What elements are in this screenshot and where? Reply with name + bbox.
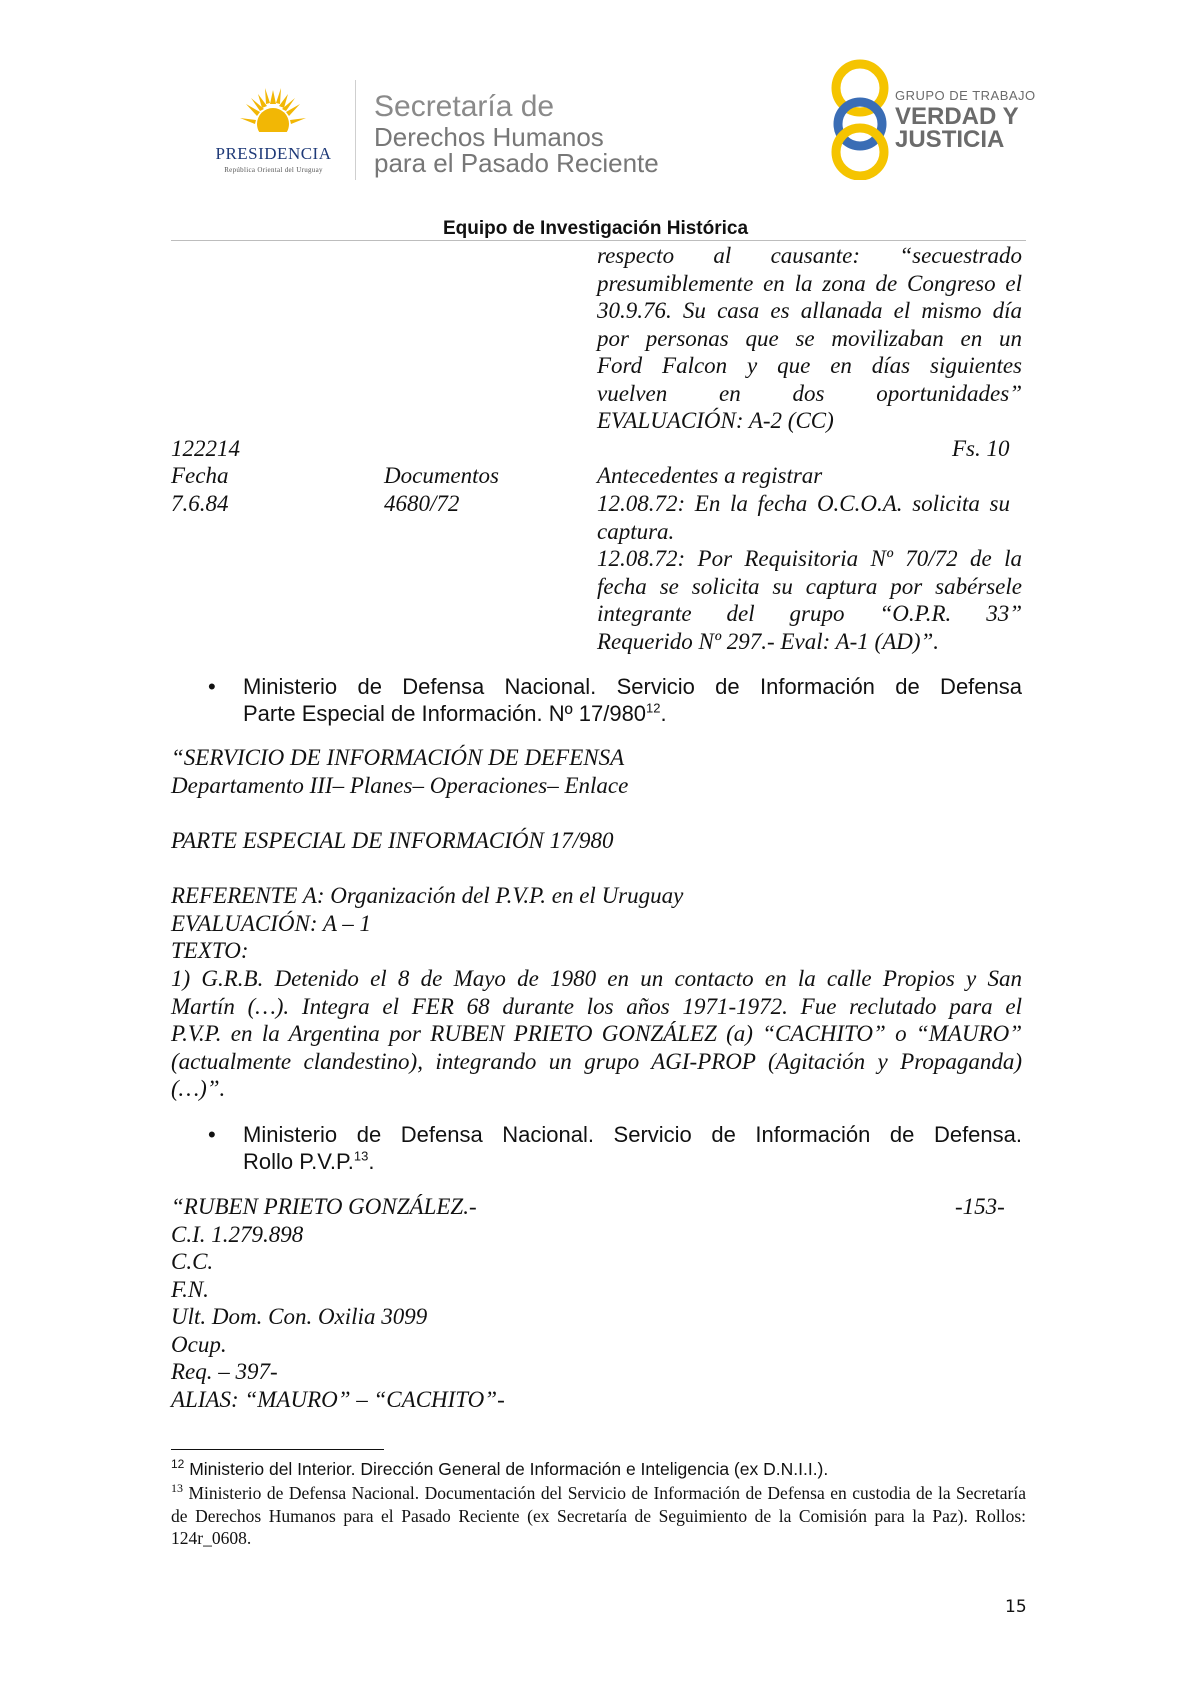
- col-fecha-label: Fecha: [171, 463, 229, 488]
- presidencia-name: PRESIDENCIA: [215, 144, 332, 163]
- text-line: por personas que se movilizaban en un: [597, 326, 1022, 351]
- text-line: P.V.P. en la Argentina por RUBEN PRIETO GONZÁLEZ (a) “CACHITO” o “MAURO”: [171, 1021, 1022, 1046]
- grupo-line1: GRUPO DE TRABAJO: [895, 88, 1036, 103]
- text-line: 30.9.76. Su casa es allanada el mismo día: [597, 298, 1022, 323]
- text-line: Ford Falcon y que en días siguientes: [597, 353, 1022, 378]
- grupo-line2: VERDAD Y: [895, 103, 1019, 130]
- bullet-text: Parte Especial de Información. Nº 17/980: [243, 701, 647, 726]
- col-fecha-value: 7.6.84: [171, 491, 229, 516]
- sun-icon: [236, 82, 311, 144]
- text-line: PARTE ESPECIAL DE INFORMACIÓN 17/980: [171, 828, 614, 853]
- text-line: Requerido Nº 297.- Eval: A-1 (AD)”.: [597, 629, 940, 654]
- text-line: vuelven en dos oportunidades”: [597, 381, 1022, 406]
- bullet-line: [243, 700, 667, 727]
- text-line: 12.08.72: En la fecha O.C.O.A. solicita su: [597, 491, 1010, 516]
- secretaria-line3: para el Pasado Reciente: [374, 148, 659, 178]
- team-title: Equipo de Investigación Histórica: [442, 218, 749, 239]
- footnote-text: Ministerio del Interior. Dirección General de Información e Inteligencia (ex D.N.I.I.).: [184, 1459, 829, 1479]
- footnote-13: [171, 1482, 1026, 1550]
- interlocking-rings-icon: [822, 58, 902, 180]
- text-line: Departamento III– Planes– Operaciones– Enlace: [171, 773, 629, 798]
- presidencia-logo: [196, 82, 351, 182]
- text-line: (…)”.: [171, 1076, 226, 1101]
- text-line: C.C.: [171, 1249, 214, 1274]
- bullet-line: Ministerio de Defensa Nacional. Servicio de Información de Defensa.: [243, 1122, 1022, 1147]
- bullet-dot-icon: •: [208, 674, 216, 699]
- bullet-end: .: [368, 1149, 375, 1174]
- header-divider: [355, 80, 356, 180]
- text-line: “SERVICIO DE INFORMACIÓN DE DEFENSA: [171, 745, 625, 770]
- presidencia-subtitle: República Oriental del Uruguay: [224, 166, 323, 174]
- footnote-number: 13: [171, 1481, 183, 1496]
- footnote-rule: [171, 1449, 384, 1450]
- footnote-number: 12: [171, 1457, 185, 1472]
- text-line: presumiblemente en la zona de Congreso el: [597, 271, 1022, 296]
- bullet-text: Rollo P.V.P.: [243, 1149, 354, 1174]
- text-line: C.I. 1.279.898: [171, 1222, 304, 1247]
- secretaria-line2: Derechos Humanos: [374, 122, 604, 152]
- record-fs: Fs. 10: [952, 436, 1010, 461]
- bullet-line: [243, 1148, 375, 1175]
- secretaria-line1: Secretaría de: [374, 90, 555, 123]
- text-line: respecto al causante: “secuestrado: [597, 243, 1022, 268]
- text-line: EVALUACIÓN: A – 1: [171, 911, 371, 936]
- bullet-end: .: [660, 701, 667, 726]
- text-line: Martín (…). Integra el FER 68 durante los años 1971-1972. Fue reclutado para el: [171, 994, 1022, 1019]
- text-line: REFERENTE A: Organización del P.V.P. en el Uruguay: [171, 883, 684, 908]
- text-line: fecha se solicita su captura por sabérsele: [597, 574, 1022, 599]
- folio-number: -153-: [955, 1194, 1005, 1219]
- text-line: Ocup.: [171, 1332, 227, 1357]
- col-documentos-label: Documentos: [384, 463, 499, 488]
- footnote-12: [171, 1458, 1026, 1481]
- grupo-line3: JUSTICIA: [895, 126, 1005, 153]
- bullet-dot-icon: •: [208, 1122, 216, 1147]
- text-line: captura.: [597, 519, 675, 544]
- footnote-ref: 13: [353, 1148, 369, 1164]
- bullet-line: Ministerio de Defensa Nacional. Servicio de Información de Defensa: [243, 674, 1022, 699]
- text-line: Ult. Dom. Con. Oxilia 3099: [171, 1304, 428, 1329]
- text-line: (actualmente clandestino), integrando un grupo AGI-PROP (Agitación y Propaganda): [171, 1049, 1022, 1074]
- text-line: 1) G.R.B. Detenido el 8 de Mayo de 1980 en un contacto en la calle Propios y San: [171, 966, 1022, 991]
- footnote-ref: 12: [646, 700, 661, 716]
- text-line: ALIAS: “MAURO” – “CACHITO”-: [171, 1387, 505, 1412]
- col-documentos-value: 4680/72: [384, 491, 460, 516]
- record-id: 122214: [171, 436, 240, 461]
- text-line: integrante del grupo “O.P.R. 33”: [597, 601, 1022, 626]
- page-number: 15: [1005, 1597, 1027, 1617]
- verdad-justicia-logo: [822, 58, 902, 180]
- text-line: EVALUACIÓN: A-2 (CC): [597, 408, 834, 433]
- text-line: “RUBEN PRIETO GONZÁLEZ.-: [171, 1194, 477, 1219]
- text-line: 12.08.72: Por Requisitoria Nº 70/72 de la: [597, 546, 1022, 571]
- text-line: F.N.: [171, 1277, 209, 1302]
- text-line: TEXTO:: [171, 938, 249, 963]
- footnote-text: Ministerio de Defensa Nacional. Documentación del Servicio de Información de Defensa en custodia de la Secretaría de Derechos Humanos para el Pasado Reciente (ex Secretaría de Seguimiento de la Comisión para la Paz). Rollos: 124r_0608.: [171, 1483, 1026, 1548]
- col-antecedentes-label: Antecedentes a registrar: [597, 463, 823, 488]
- header-rule: [171, 240, 1026, 241]
- text-line: Req. – 397-: [171, 1359, 278, 1384]
